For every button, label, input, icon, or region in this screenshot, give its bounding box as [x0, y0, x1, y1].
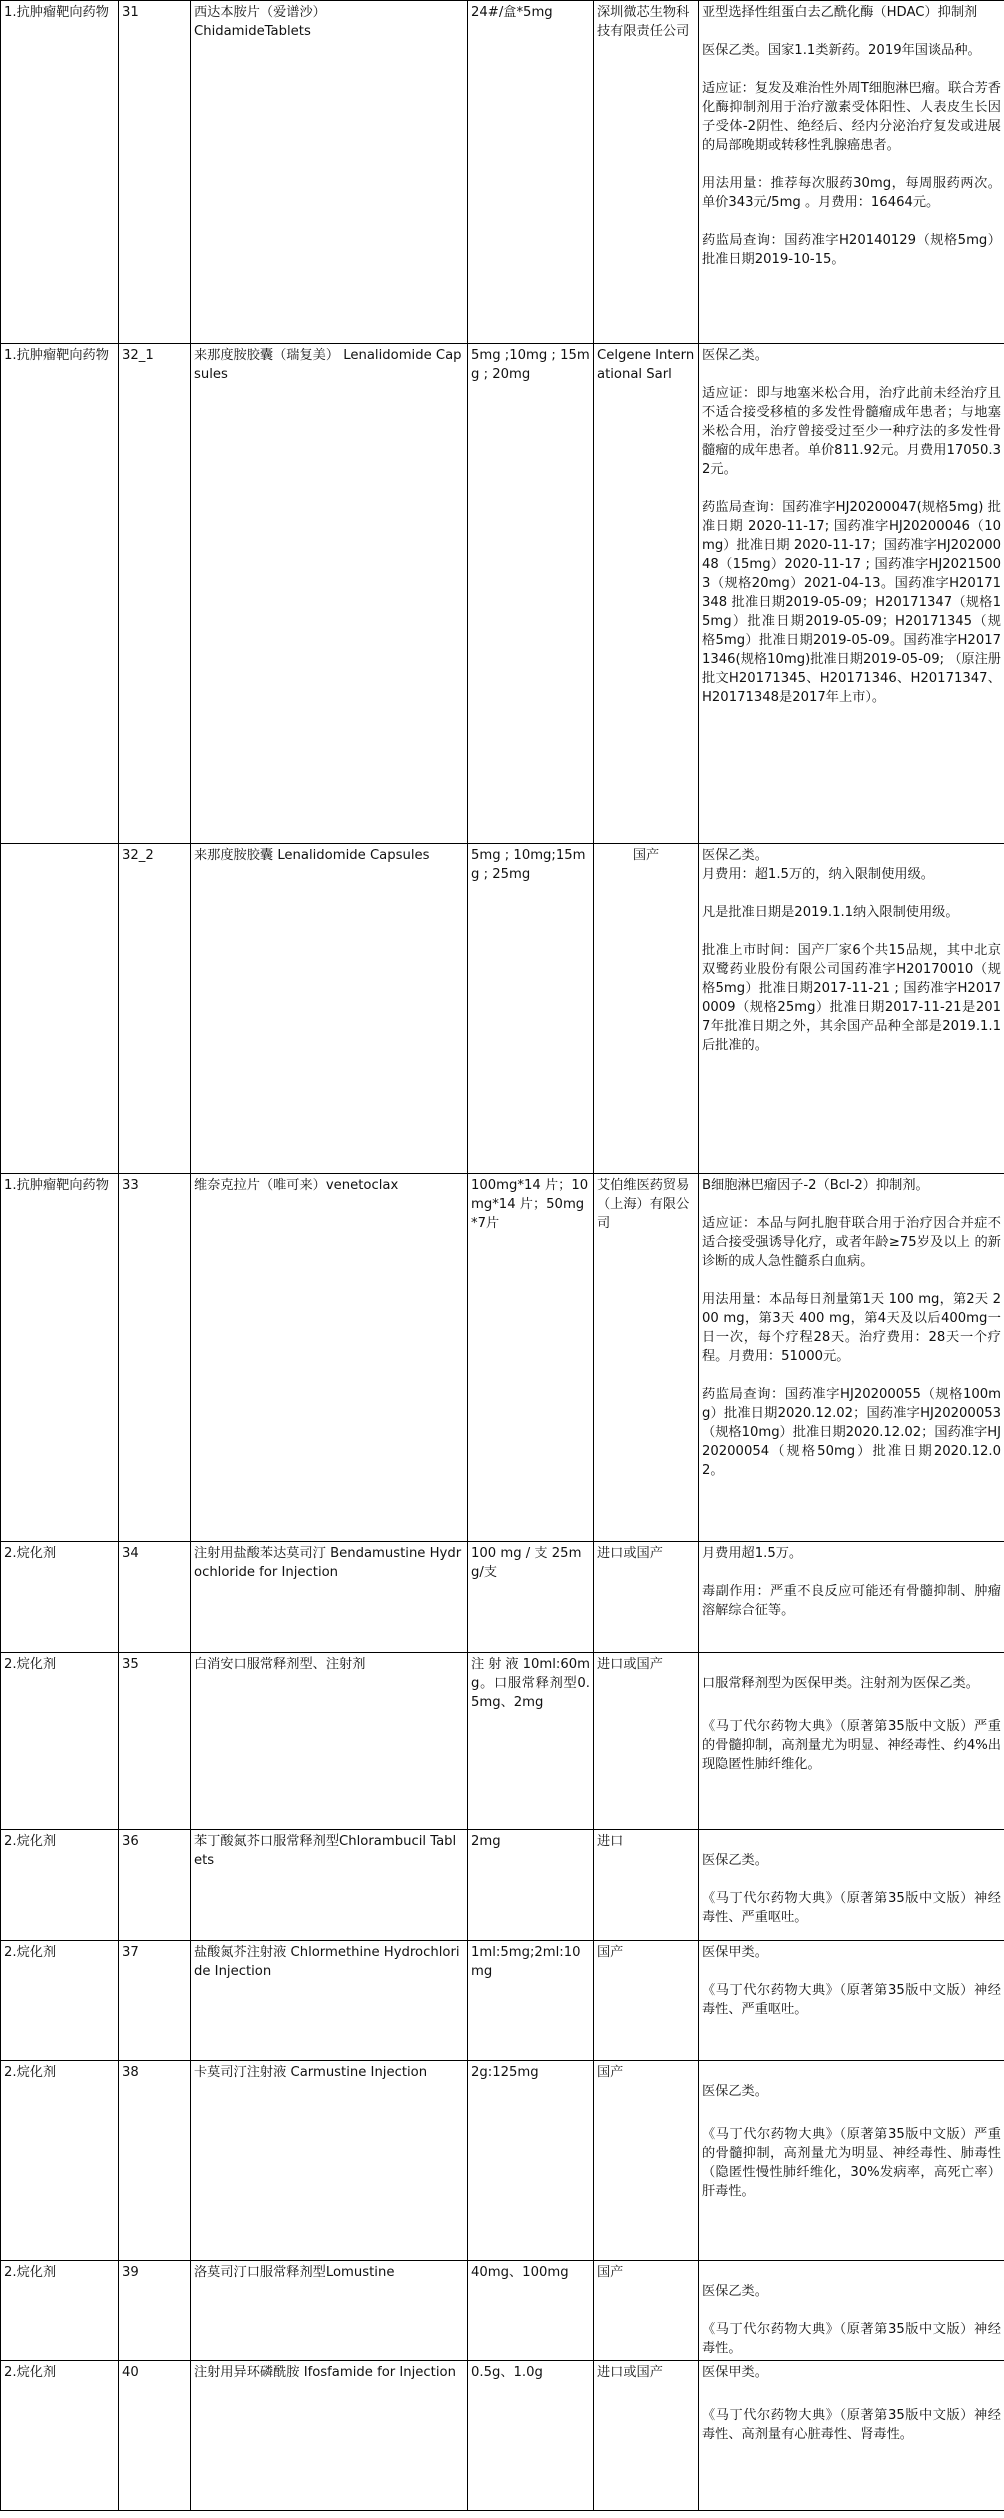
number-cell: 37 [119, 1941, 191, 2061]
maker-cell: 国产 [594, 2261, 699, 2361]
note-text: 月费用：超1.5万的，纳入限制使用级。 [702, 867, 934, 882]
spec-cell: 5mg ;10mg ; 15mg ; 20mg [468, 344, 594, 844]
drug-name-cell: 苯丁酸氮芥口服常释剂型Chlorambucil Tablets [191, 1830, 468, 1941]
note-text: 药监局查询：国药准字HJ20200047(规格5mg) 批准日期 2020-11-17; 国药准字HJ20200046（10mg）批准日期 2020-11-17；国药准字HJ20200048（15mg）2020-11-17 ; 国药准字HJ20215003（规格20mg）2021-04-13。国药准字H20171348 批准日期2019-05-09；H20171347（规格15mg）批准日期2019-05-09；H20171345（规格5mg）批准日期2019-05-09。国药准字H20171346(规格10mg)批准日期2019-05-09; （原注册批文H20171345、H20171346、H20171347、H20171348是2017年上市）。 [702, 500, 1001, 705]
category-cell: 2.烷化剂 [1, 1830, 119, 1941]
note-text: 《马丁代尔药物大典》（原著第35版中文版）神经毒性、高剂量有心脏毒性、肾毒性。 [702, 2408, 1001, 2442]
category-cell: 2.烷化剂 [1, 1941, 119, 2061]
maker-cell: 进口 [594, 1830, 699, 1941]
drug-name-cell: 来那度胺胶囊 Lenalidomide Capsules [191, 844, 468, 1174]
note-text: 月费用超1.5万。 [702, 1546, 803, 1561]
table-row [1, 1830, 1004, 1941]
notes-cell [699, 844, 1004, 1174]
spec-cell: 100 mg / 支 25mg/支 [468, 1542, 594, 1653]
note-text: 《马丁代尔药物大典》（原著第35版中文版）严重的骨髓抑制，高剂量尤为明显、神经毒性、约4%出现隐匿性肺纤维化。 [702, 1719, 1001, 1772]
note-text: 亚型选择性组蛋白去乙酰化酶（HDAC）抑制剂 [702, 5, 978, 20]
drug-name-cell: 来那度胺胶囊（瑞复美） Lenalidomide Capsules [191, 344, 468, 844]
table-row [1, 2061, 1004, 2261]
number-cell: 33 [119, 1174, 191, 1542]
category-cell: 2.烷化剂 [1, 2361, 119, 2511]
note-text: 口服常释剂型为医保甲类。注射剂为医保乙类。 [702, 1676, 979, 1691]
table-row [1, 1174, 1004, 1542]
note-text: 适应证：本品与阿扎胞苷联合用于治疗因合并症不适合接受强诱导化疗，或者年龄≥75岁及以上 的新诊断的成人急性髓系白血病。 [702, 1216, 1001, 1269]
note-text: 医保乙类。 [702, 2284, 768, 2299]
category-cell: 2.烷化剂 [1, 2261, 119, 2361]
number-cell: 38 [119, 2061, 191, 2261]
note-text: B细胞淋巴瘤因子-2（Bcl-2）抑制剂。 [702, 1178, 929, 1193]
number-cell: 32_1 [119, 344, 191, 844]
note-text: 用法用量：本品每日剂量第1天 100 mg，第2天 200 mg，第3天 400 mg，第4天及以后400mg一日一次，每个疗程28天。治疗费用：28天一个疗程。月费用：51000元。 [702, 1292, 1001, 1364]
notes-cell [699, 2061, 1004, 2261]
number-cell: 39 [119, 2261, 191, 2361]
maker-cell: 进口或国产 [594, 1653, 699, 1830]
number-cell: 36 [119, 1830, 191, 1941]
spec-cell: 注射液10ml:60mg。口服常释剂型0.5mg、2mg [468, 1653, 594, 1830]
note-text: 《马丁代尔药物大典》（原著第35版中文版）神经毒性、严重呕吐。 [702, 1983, 1001, 2017]
notes-cell [699, 1174, 1004, 1542]
number-cell: 40 [119, 2361, 191, 2511]
spec-cell: 40mg、100mg [468, 2261, 594, 2361]
note-text: 适应证：复发及难治性外周T细胞淋巴瘤。联合芳香化酶抑制剂用于治疗激素受体阳性、人表皮生长因子受体-2阴性、绝经后、经内分泌治疗复发或进展的局部晚期或转移性乳腺癌患者。 [702, 81, 1001, 153]
note-text: 医保乙类。国家1.1类新药。2019年国谈品种。 [702, 43, 981, 58]
notes-cell [699, 1941, 1004, 2061]
blank-line [702, 2263, 1001, 2282]
maker-cell: 进口或国产 [594, 2361, 699, 2511]
note-text: 医保甲类。 [702, 2365, 768, 2380]
spec-cell: 0.5g、1.0g [468, 2361, 594, 2511]
drug-name-cell: 卡莫司汀注射液 Carmustine Injection [191, 2061, 468, 2261]
note-text: 批准上市时间：国产厂家6个共15品规，其中北京双鹭药业股份有限公司国药准字H20170010（规格5mg）批准日期2017-11-21 ; 国药准字H20170009（规格25mg）批准日期2017-11-21是2017年批准日期之外，其余国产品种全部是2019.1.1后批准的。 [702, 943, 1001, 1053]
spec-cell: 2g:125mg [468, 2061, 594, 2261]
blank-line [702, 1832, 1001, 1851]
maker-cell: 国产 [594, 2061, 699, 2261]
spec-cell: 1ml:5mg;2ml:10mg [468, 1941, 594, 2061]
category-cell: 2.烷化剂 [1, 1542, 119, 1653]
table-row [1, 344, 1004, 844]
category-cell: 1.抗肿瘤靶向药物 [1, 1, 119, 344]
drug-name-cell: 维奈克拉片（唯可来）venetoclax [191, 1174, 468, 1542]
note-text: 毒副作用：严重不良反应可能还有骨髓抑制、肿瘤溶解综合征等。 [702, 1584, 1001, 1618]
table-row [1, 2361, 1004, 2511]
maker-cell: 深圳微芯生物科技有限责任公司 [594, 1, 699, 344]
category-cell [1, 844, 119, 1174]
notes-cell [699, 1653, 1004, 1830]
note-text: 药监局查询：国药准字HJ20200055（规格100mg）批准日期2020.12.02；国药准字HJ20200053（规格10mg）批准日期2020.12.02；国药准字HJ20200054（规格50mg）批准日期2020.12.02。 [702, 1387, 1001, 1478]
notes-cell [699, 344, 1004, 844]
notes-cell [699, 1830, 1004, 1941]
blank-line [702, 2063, 1001, 2082]
category-cell: 2.烷化剂 [1, 1653, 119, 1830]
spec-cell: 5mg ; 10mg;15mg ; 25mg [468, 844, 594, 1174]
maker-cell: 国产 [594, 1941, 699, 2061]
note-text: 《马丁代尔药物大典》（原著第35版中文版）神经毒性。 [702, 2322, 1001, 2356]
drug-name-cell: 注射用异环磷酰胺 Ifosfamide for Injection [191, 2361, 468, 2511]
category-cell: 1.抗肿瘤靶向药物 [1, 344, 119, 844]
note-text: 医保乙类。 [702, 1853, 768, 1868]
table-row [1, 1, 1004, 344]
note-text: 医保乙类。 [702, 2084, 768, 2099]
maker-cell: 国产 [594, 844, 699, 1174]
notes-cell [699, 2361, 1004, 2511]
drug-name-cell: 盐酸氮芥注射液 Chlormethine Hydrochloride Injection [191, 1941, 468, 2061]
number-cell: 35 [119, 1653, 191, 1830]
note-text: 《马丁代尔药物大典》（原著第35版中文版）严重的骨髓抑制，高剂量尤为明显、神经毒性、肺毒性（隐匿性慢性肺纤维化，30%发病率，高死亡率）肝毒性。 [702, 2127, 1001, 2199]
note-text: 医保乙类。 [702, 348, 768, 363]
drug-name-cn: 西达本胺片（爱谱沙） [194, 5, 326, 20]
number-cell: 34 [119, 1542, 191, 1653]
number-cell: 31 [119, 1, 191, 344]
spec-cell: 100mg*14 片；10mg*14 片；50mg*7片 [468, 1174, 594, 1542]
drug-name-cell: 注射用盐酸苯达莫司汀 Bendamustine Hydrochloride for Injection [191, 1542, 468, 1653]
notes-cell [699, 1542, 1004, 1653]
table-row [1, 1941, 1004, 2061]
drug-name-cell [191, 1, 468, 344]
note-text: 《马丁代尔药物大典》（原著第35版中文版）神经毒性、严重呕吐。 [702, 1891, 1001, 1925]
notes-cell [699, 1, 1004, 344]
table-row [1, 1542, 1004, 1653]
blank-line [702, 1655, 1001, 1674]
note-text: 适应证：即与地塞米松合用，治疗此前未经治疗且不适合接受移植的多发性骨髓瘤成年患者；与地塞米松合用，治疗曾接受过至少一种疗法的多发性骨髓瘤的成年患者。单价811.92元。月费用17050.32元。 [702, 386, 1001, 477]
table-row [1, 1653, 1004, 1830]
spec-cell: 2mg [468, 1830, 594, 1941]
note-text: 医保乙类。 [702, 848, 768, 863]
notes-cell [699, 2261, 1004, 2361]
drug-name-cell: 白消安口服常释剂型、注射剂 [191, 1653, 468, 1830]
number-cell: 32_2 [119, 844, 191, 1174]
drug-name-en: ChidamideTablets [194, 24, 311, 39]
spec-cell: 24#/盒*5mg [468, 1, 594, 344]
note-text: 用法用量：推荐每次服药30mg，每周服药两次。单价343元/5mg 。月费用：16464元。 [702, 176, 1001, 210]
maker-cell: 进口或国产 [594, 1542, 699, 1653]
table-row [1, 844, 1004, 1174]
note-text: 医保甲类。 [702, 1945, 768, 1960]
note-text: 凡是批准日期是2019.1.1纳入限制使用级。 [702, 905, 959, 920]
note-text: 药监局查询：国药准字H20140129（规格5mg）批准日期2019-10-15。 [702, 233, 1001, 267]
maker-cell: Celgene International Sarl [594, 344, 699, 844]
category-cell: 1.抗肿瘤靶向药物 [1, 1174, 119, 1542]
drug-name-cell: 洛莫司汀口服常释剂型Lomustine [191, 2261, 468, 2361]
table-row [1, 2261, 1004, 2361]
category-cell: 2.烷化剂 [1, 2061, 119, 2261]
maker-cell: 艾伯维医药贸易（上海）有限公司 [594, 1174, 699, 1542]
